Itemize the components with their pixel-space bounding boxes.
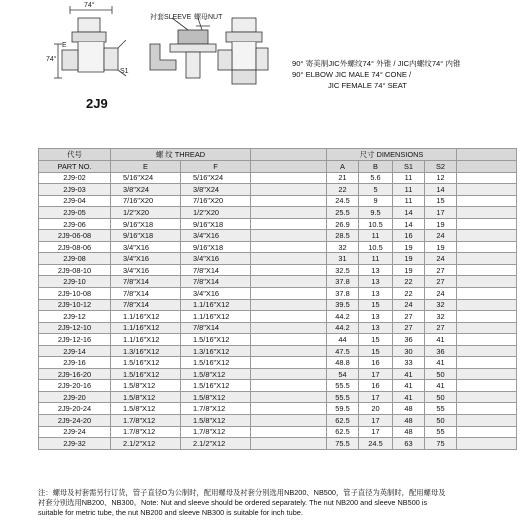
thread-f-cell: 3/4"X16 [181, 230, 251, 242]
spacer-cell [457, 391, 517, 403]
part-no-cell: 2J9-12 [39, 311, 111, 323]
part-no-cell: 2J9-12-16 [39, 334, 111, 346]
thread-e-cell: 1.5/16"X12 [111, 368, 181, 380]
thread-f-cell: 1.5/16"X12 [181, 380, 251, 392]
spacer-cell [457, 368, 517, 380]
thread-f-cell: 3/4"X16 [181, 288, 251, 300]
dim-s1-cell: 41 [393, 380, 425, 392]
table-row [39, 218, 517, 230]
spacer-cell [457, 172, 517, 184]
table-row [39, 415, 517, 427]
spacer-cell [251, 415, 327, 427]
thread-e-cell: 1.5/16"X12 [111, 357, 181, 369]
dim-b-cell: 17 [359, 368, 393, 380]
dim-s1-cell: 48 [393, 415, 425, 427]
table-row [39, 438, 517, 450]
thread-f-cell: 1/2"X20 [181, 207, 251, 219]
dim-s2-cell: 50 [425, 391, 457, 403]
spacer-cell [251, 288, 327, 300]
thread-f-cell: 1.5/16"X12 [181, 357, 251, 369]
spacer-cell [251, 253, 327, 265]
spacer-cell [457, 253, 517, 265]
part-no-cell: 2J9-20-24 [39, 403, 111, 415]
table-subheader-row [39, 161, 517, 173]
dim-s1-cell: 11 [393, 195, 425, 207]
thread-e-cell: 7/8"X14 [111, 276, 181, 288]
thread-f-cell: 1.5/8"X12 [181, 368, 251, 380]
spacer-cell [251, 299, 327, 311]
table-row [39, 322, 517, 334]
dim-s1-cell: 11 [393, 184, 425, 196]
thread-f-cell: 2.1/2"X12 [181, 438, 251, 450]
dim-s2-cell: 14 [425, 184, 457, 196]
dim-a-cell: 39.5 [327, 299, 359, 311]
thread-e-cell: 3/4"X16 [111, 264, 181, 276]
dim-s1-cell: 41 [393, 368, 425, 380]
dim-s1-cell: 19 [393, 241, 425, 253]
table-row [39, 368, 517, 380]
spacer-cell [251, 276, 327, 288]
dim-s2-cell: 19 [425, 218, 457, 230]
table-row [39, 253, 517, 265]
thread-e-cell: 1.1/16"X12 [111, 334, 181, 346]
thread-f-cell: 3/8"X24 [181, 184, 251, 196]
spacer-cell [457, 357, 517, 369]
dim-a-cell: 22 [327, 184, 359, 196]
spacer-cell [251, 357, 327, 369]
spacer-cell [251, 195, 327, 207]
note-line2: 衬套分别选用NB200、NB300。Note: Nut and sleeve should be ordered separately. The nut NB200 and sleeve NB500 is [38, 498, 428, 507]
dim-a-cell: 24.5 [327, 195, 359, 207]
spacer-cell [251, 172, 327, 184]
part-no-cell: 2J9-32 [39, 438, 111, 450]
part-no-cell: 2J9-16-20 [39, 368, 111, 380]
spacer-cell [457, 403, 517, 415]
table-row [39, 426, 517, 438]
dim-s1-cell: 19 [393, 264, 425, 276]
thread-f-cell: 1.7/8"X12 [181, 426, 251, 438]
spacer-cell [457, 438, 517, 450]
note-line1: 注：螺母及衬套需另行订货，管子直径D为公制时，配用螺母及衬套分别选用NB200、NB500，管子直径为英制时，配用螺母及 [38, 488, 446, 497]
dim-a-cell: 37.8 [327, 288, 359, 300]
spacer-cell [457, 184, 517, 196]
dim-s1-cell: 16 [393, 230, 425, 242]
spacer-cell [457, 334, 517, 346]
table-row [39, 264, 517, 276]
dim-s2-cell: 12 [425, 172, 457, 184]
thread-f-cell: 7/8"X14 [181, 276, 251, 288]
dim-s2-cell: 24 [425, 230, 457, 242]
dimensions-table [38, 148, 517, 450]
thread-e-cell: 1.1/16"X12 [111, 311, 181, 323]
part-no-cell: 2J9-20 [39, 391, 111, 403]
thread-f-cell: 1.1/16"X12 [181, 311, 251, 323]
spacer-cell [457, 380, 517, 392]
thread-f-cell: 3/4"X16 [181, 253, 251, 265]
thread-f-cell: 7/16"X20 [181, 195, 251, 207]
spacer-cell [457, 288, 517, 300]
dim-a-cell: 25.5 [327, 207, 359, 219]
dim-a-cell: 55.5 [327, 391, 359, 403]
thread-f-cell: 7/8"X14 [181, 264, 251, 276]
dim-s2-cell: 32 [425, 311, 457, 323]
spacer-cell [457, 415, 517, 427]
spacer-cell [457, 241, 517, 253]
thread-f-cell: 1.1/16"X12 [181, 299, 251, 311]
dim-s2-cell: 50 [425, 415, 457, 427]
part-no-cell: 2J9-08 [39, 253, 111, 265]
spacer-cell [457, 276, 517, 288]
spacer-cell [251, 438, 327, 450]
part-no-cell: 2J9-10 [39, 276, 111, 288]
dim-s2-cell: 41 [425, 334, 457, 346]
dim-b-cell: 17 [359, 426, 393, 438]
part-no-cell: 2J9-03 [39, 184, 111, 196]
dim-s1-cell: 14 [393, 218, 425, 230]
spacer-cell [457, 426, 517, 438]
dim-b-cell: 11 [359, 230, 393, 242]
col-s2-header: S2 [425, 161, 457, 173]
part-no-cell: 2J9-08-06 [39, 241, 111, 253]
spacer-cell [457, 264, 517, 276]
description-en-line2: JIC FEMALE 74° SEAT [328, 81, 407, 90]
dim-a-cell: 21 [327, 172, 359, 184]
dim-s2-cell: 50 [425, 368, 457, 380]
spacer-cell [251, 218, 327, 230]
dim-a-cell: 26.9 [327, 218, 359, 230]
dim-s2-cell: 27 [425, 322, 457, 334]
drawing-top-fitting [78, 18, 100, 32]
thread-e-cell: 3/4"X16 [111, 241, 181, 253]
dim-b-cell: 15 [359, 299, 393, 311]
table-row [39, 299, 517, 311]
spacer-cell [251, 334, 327, 346]
dim-s1-cell: 19 [393, 253, 425, 265]
dim-b-cell: 13 [359, 276, 393, 288]
thread-f-cell: 7/8"X14 [181, 322, 251, 334]
part-no-cell: 2J9-10-12 [39, 299, 111, 311]
col-e-header: E [111, 161, 181, 173]
thread-e-cell: 1.7/8"X12 [111, 426, 181, 438]
spacer-cell [251, 345, 327, 357]
part-code-title: 2J9 [86, 96, 108, 111]
table-row [39, 241, 517, 253]
col-f-header: F [181, 161, 251, 173]
thread-f-cell: 9/16"X18 [181, 241, 251, 253]
dim-a-cell: 44.2 [327, 322, 359, 334]
col-b-header: B [359, 161, 393, 173]
description-en-line1: 90° ELBOW JIC MALE 74° CONE / [292, 70, 412, 79]
angle-left-label: 74° [46, 56, 57, 63]
dim-a-cell: 32.5 [327, 264, 359, 276]
thread-f-cell: 1.5/16"X12 [181, 334, 251, 346]
thread-e-cell: 1.5/8"X12 [111, 391, 181, 403]
nut-label: 螺母NUT [194, 14, 223, 21]
dim-a-cell: 62.5 [327, 426, 359, 438]
dim-a-cell: 62.5 [327, 415, 359, 427]
dim-s1-cell: 14 [393, 207, 425, 219]
dim-b-cell: 9.5 [359, 207, 393, 219]
part-no-cell: 2J9-02 [39, 172, 111, 184]
thread-e-cell: 1.3/16"X12 [111, 345, 181, 357]
dim-s1-cell: 48 [393, 403, 425, 415]
dim-b-cell: 17 [359, 415, 393, 427]
thread-f-cell: 1.5/8"X12 [181, 391, 251, 403]
dim-s2-cell: 41 [425, 357, 457, 369]
part-no-cell: 2J9-24 [39, 426, 111, 438]
dim-b-cell: 5.6 [359, 172, 393, 184]
thread-e-cell: 9/16"X18 [111, 218, 181, 230]
dim-e-label: E [62, 42, 67, 49]
table-row [39, 334, 517, 346]
part-no-header-en: PART NO. [39, 161, 111, 173]
dim-s2-cell: 36 [425, 345, 457, 357]
col-a-header: A [327, 161, 359, 173]
thread-header: 螺 纹 THREAD [111, 149, 251, 161]
dim-s1-cell: 33 [393, 357, 425, 369]
table-row [39, 288, 517, 300]
table-row [39, 403, 517, 415]
dim-s1-cell: 11 [393, 172, 425, 184]
dim-s2-cell: 55 [425, 426, 457, 438]
dim-s2-cell: 27 [425, 264, 457, 276]
thread-e-cell: 7/8"X14 [111, 299, 181, 311]
thread-e-cell: 1/2"X20 [111, 207, 181, 219]
drawing-right-fitting [232, 18, 256, 32]
spacer-cell [457, 207, 517, 219]
dim-b-cell: 24.5 [359, 438, 393, 450]
thread-e-cell: 1.5/8"X12 [111, 380, 181, 392]
part-no-cell: 2J9-14 [39, 345, 111, 357]
table-row [39, 380, 517, 392]
dim-s2-cell: 32 [425, 299, 457, 311]
table-body [39, 172, 517, 449]
fitting-description [292, 58, 512, 91]
dim-b-cell: 13 [359, 322, 393, 334]
part-no-cell: 2J9-16 [39, 357, 111, 369]
table-row [39, 311, 517, 323]
sleeve-label: 衬套SLEEVE [150, 14, 192, 21]
dim-s2-cell: 19 [425, 241, 457, 253]
dim-b-cell: 13 [359, 311, 393, 323]
dim-b-cell: 5 [359, 184, 393, 196]
dim-a-cell: 44.2 [327, 311, 359, 323]
part-no-cell: 2J9-06-08 [39, 230, 111, 242]
spacer-cell [251, 403, 327, 415]
table-row [39, 357, 517, 369]
spacer-cell [457, 345, 517, 357]
dim-s1-cell: 41 [393, 391, 425, 403]
spacer-cell [457, 218, 517, 230]
dim-a-cell: 37.8 [327, 276, 359, 288]
dim-b-cell: 10.5 [359, 241, 393, 253]
spacer-cell [457, 322, 517, 334]
table-header-row [39, 149, 517, 161]
note-line3: suitable for metric tube, the nut NB200 and sleeve NB300 is suitable for inch tube. [38, 508, 303, 517]
spacer-cell [251, 207, 327, 219]
dim-b-cell: 16 [359, 357, 393, 369]
thread-f-cell: 1.3/16"X12 [181, 345, 251, 357]
thread-e-cell: 7/16"X20 [111, 195, 181, 207]
part-no-cell: 2J9-12-10 [39, 322, 111, 334]
dim-s2-cell: 75 [425, 438, 457, 450]
dim-b-cell: 13 [359, 264, 393, 276]
dim-b-cell: 15 [359, 345, 393, 357]
dim-a-cell: 54 [327, 368, 359, 380]
thread-f-cell: 1.5/8"X12 [181, 415, 251, 427]
dim-b-cell: 17 [359, 391, 393, 403]
part-no-cell: 2J9-05 [39, 207, 111, 219]
dim-a-cell: 48.8 [327, 357, 359, 369]
order-note [38, 488, 516, 518]
spacer-cell [251, 368, 327, 380]
table-row [39, 230, 517, 242]
dim-s2-cell: 24 [425, 288, 457, 300]
thread-e-cell: 7/8"X14 [111, 288, 181, 300]
dim-s1-cell: 22 [393, 288, 425, 300]
part-no-cell: 2J9-08-10 [39, 264, 111, 276]
table-row [39, 172, 517, 184]
part-no-cell: 2J9-04 [39, 195, 111, 207]
table-row [39, 184, 517, 196]
dim-s1-cell: 48 [393, 426, 425, 438]
spacer-cell [457, 195, 517, 207]
dim-s1-cell: 30 [393, 345, 425, 357]
thread-f-cell: 9/16"X18 [181, 218, 251, 230]
dim-s1-cell: 22 [393, 276, 425, 288]
dim-s1-cell: 27 [393, 322, 425, 334]
dim-b-cell: 10.5 [359, 218, 393, 230]
dim-s2-cell: 17 [425, 207, 457, 219]
spacer-cell [251, 380, 327, 392]
dim-a-cell: 44 [327, 334, 359, 346]
table-row [39, 195, 517, 207]
thread-e-cell: 1.7/8"X12 [111, 415, 181, 427]
thread-e-cell: 5/16"X24 [111, 172, 181, 184]
dim-s1-label: S1 [120, 68, 129, 75]
col-s1-header: S1 [393, 161, 425, 173]
part-no-header-cn: 代号 [39, 149, 111, 161]
dimensions-header: 尺寸 DIMENSIONS [327, 149, 457, 161]
dim-b-cell: 9 [359, 195, 393, 207]
spacer-cell [251, 264, 327, 276]
thread-e-cell: 3/4"X16 [111, 253, 181, 265]
dim-s2-cell: 27 [425, 276, 457, 288]
dim-s2-cell: 15 [425, 195, 457, 207]
spacer-cell [251, 184, 327, 196]
dim-b-cell: 13 [359, 288, 393, 300]
spacer-cell [251, 426, 327, 438]
spacer-cell [457, 311, 517, 323]
table-row [39, 391, 517, 403]
thread-f-cell: 5/16"X24 [181, 172, 251, 184]
thread-e-cell: 2.1/2"X12 [111, 438, 181, 450]
dim-a-cell: 28.5 [327, 230, 359, 242]
spacer-cell [251, 311, 327, 323]
part-no-cell: 2J9-06 [39, 218, 111, 230]
spacer-cell [251, 391, 327, 403]
table-row [39, 276, 517, 288]
dim-s2-cell: 55 [425, 403, 457, 415]
dim-a-cell: 47.5 [327, 345, 359, 357]
spacer-cell [251, 241, 327, 253]
angle-top-label: 74° [84, 2, 95, 9]
dim-s1-cell: 24 [393, 299, 425, 311]
dim-s2-cell: 41 [425, 380, 457, 392]
dim-b-cell: 15 [359, 334, 393, 346]
spacer-cell [457, 299, 517, 311]
dim-b-cell: 11 [359, 253, 393, 265]
part-no-cell: 2J9-10-08 [39, 288, 111, 300]
dim-a-cell: 55.5 [327, 380, 359, 392]
dim-a-cell: 31 [327, 253, 359, 265]
spacer-cell [251, 230, 327, 242]
part-no-cell: 2J9-24-20 [39, 415, 111, 427]
dim-b-cell: 16 [359, 380, 393, 392]
thread-e-cell: 1.5/8"X12 [111, 403, 181, 415]
table-row [39, 207, 517, 219]
thread-e-cell: 1.1/16"X12 [111, 322, 181, 334]
thread-e-cell: 9/16"X18 [111, 230, 181, 242]
dim-a-cell: 59.5 [327, 403, 359, 415]
description-cn: 90° 寄美制JIC外螺纹74° 外锥 / JIC内螺纹74° 内锥 [292, 59, 461, 68]
thread-f-cell: 1.7/8"X12 [181, 403, 251, 415]
thread-e-cell: 3/8"X24 [111, 184, 181, 196]
dim-a-cell: 75.5 [327, 438, 359, 450]
dim-b-cell: 20 [359, 403, 393, 415]
dim-s1-cell: 63 [393, 438, 425, 450]
spacer-cell [251, 322, 327, 334]
dim-a-cell: 32 [327, 241, 359, 253]
part-no-cell: 2J9-20-16 [39, 380, 111, 392]
table-row [39, 345, 517, 357]
dim-s2-cell: 24 [425, 253, 457, 265]
dim-s1-cell: 27 [393, 311, 425, 323]
dim-s1-cell: 36 [393, 334, 425, 346]
spacer-cell [457, 230, 517, 242]
